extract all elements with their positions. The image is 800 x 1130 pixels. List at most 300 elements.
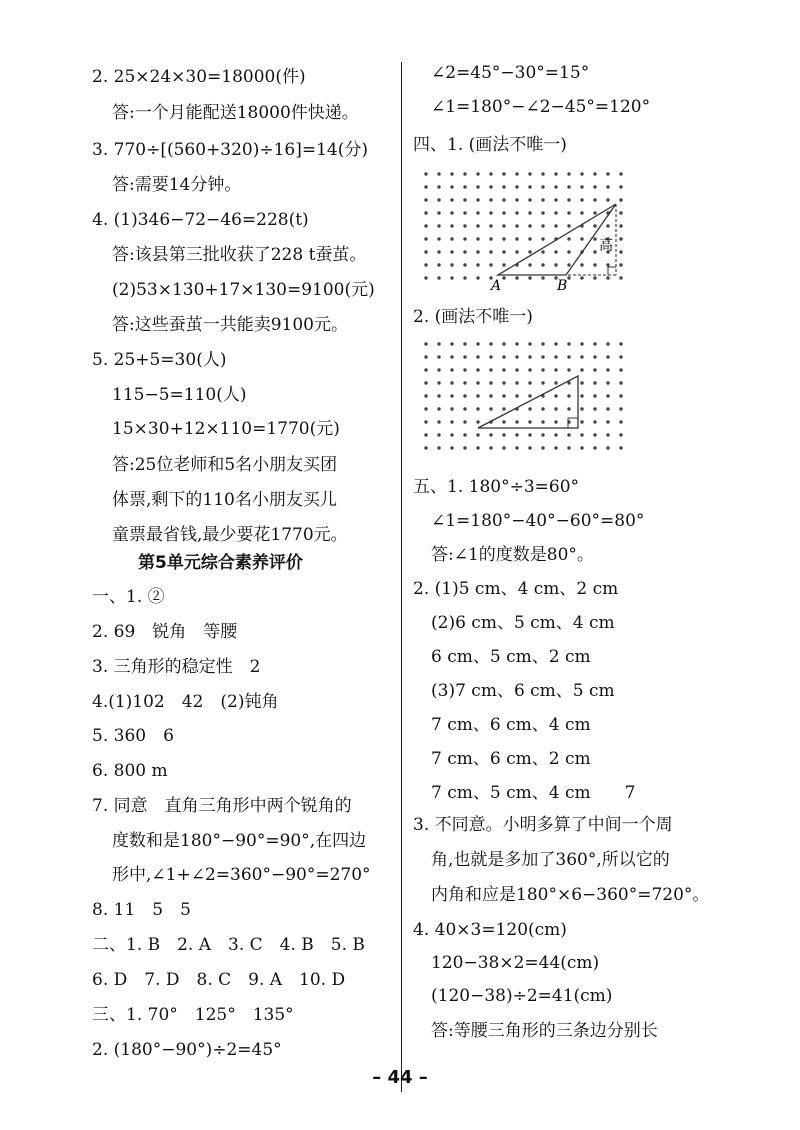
grid-dot [424, 407, 427, 410]
grid-dot [450, 420, 453, 423]
grid-dot [619, 237, 622, 240]
grid-dot [554, 446, 557, 449]
grid-dot [424, 394, 427, 397]
grid-dot [593, 368, 596, 371]
grid-dot [593, 381, 596, 384]
grid-dot [528, 237, 531, 240]
grid-dot [489, 198, 492, 201]
grid-dot [476, 407, 479, 410]
grid-dot [580, 172, 583, 175]
grid-dot [567, 368, 570, 371]
left-line: 三、1. 70° 125° 135° [92, 1005, 294, 1025]
grid-dot [619, 224, 622, 227]
right-line: 7 cm、6 cm、2 cm [431, 749, 591, 769]
grid-dot [567, 407, 570, 410]
grid-dot [515, 224, 518, 227]
grid-dot [606, 394, 609, 397]
grid-dot [424, 237, 427, 240]
grid-dot [437, 224, 440, 227]
grid-dot [541, 355, 544, 358]
grid-dot [476, 368, 479, 371]
grid-dot [502, 237, 505, 240]
grid-dot [463, 394, 466, 397]
grid-dot [593, 211, 596, 214]
grid-dot [619, 446, 622, 449]
grid-dot [554, 433, 557, 436]
grid-dot [502, 198, 505, 201]
grid-dot [502, 381, 505, 384]
left-line: 一、1. ② [92, 587, 165, 607]
left-line: 4.(1)102 42 (2)钝角 [92, 692, 279, 712]
grid-dot [528, 250, 531, 253]
grid-dot [554, 407, 557, 410]
grid-dot [437, 407, 440, 410]
grid-dot [463, 237, 466, 240]
grid-dot [515, 250, 518, 253]
grid-dot [476, 433, 479, 436]
grid-dot [580, 433, 583, 436]
grid-dot [437, 420, 440, 423]
grid-dot [437, 237, 440, 240]
grid-dot [450, 355, 453, 358]
grid-dot [515, 185, 518, 188]
grid-dot [502, 446, 505, 449]
right-line: ∠1=180°−∠2−45°=120° [431, 97, 651, 117]
grid-dot [489, 381, 492, 384]
grid-dot [476, 185, 479, 188]
right-line: 7 cm、6 cm、4 cm [431, 715, 591, 735]
grid-dot [489, 237, 492, 240]
grid-dot [489, 446, 492, 449]
grid-dot [463, 172, 466, 175]
grid-dot [528, 263, 531, 266]
grid-dot [502, 342, 505, 345]
grid-dot [424, 355, 427, 358]
grid-dot [580, 394, 583, 397]
left-line: 童票最省钱,最少要花1770元。 [112, 525, 348, 545]
right-line: ∠2=45°−30°=15° [431, 63, 590, 83]
grid-dot [502, 368, 505, 371]
left-line: 3. 三角形的稳定性 2 [92, 657, 261, 677]
grid-dot [437, 211, 440, 214]
left-line: 6. 800 m [92, 761, 168, 781]
grid-dot [580, 355, 583, 358]
grid-dot [450, 198, 453, 201]
grid-dot [619, 263, 622, 266]
grid-dot [424, 224, 427, 227]
grid-dot [489, 185, 492, 188]
grid-dot [593, 407, 596, 410]
grid-dot [450, 433, 453, 436]
grid-dot [437, 394, 440, 397]
grid-dot [502, 355, 505, 358]
grid-dot [515, 368, 518, 371]
left-line: 15×30+12×110=1770(元) [112, 419, 340, 439]
grid-dot [567, 250, 570, 253]
left-line: 答:需要14分钟。 [112, 175, 242, 195]
right-line: 五、1. 180°÷3=60° [413, 477, 580, 497]
grid-dot [593, 237, 596, 240]
grid-dot [567, 211, 570, 214]
left-line: 答:一个月能配送18000件快递。 [112, 103, 359, 123]
grid-dot [489, 368, 492, 371]
left-line: 2. 25×24×30=18000(件) [92, 67, 306, 87]
grid-dot [541, 342, 544, 345]
right-line: 6 cm、5 cm、2 cm [431, 647, 591, 667]
grid-dot [437, 250, 440, 253]
grid-dot [580, 368, 583, 371]
grid-dot [580, 407, 583, 410]
grid-dot [437, 381, 440, 384]
grid-dot [528, 224, 531, 227]
grid-dot [489, 394, 492, 397]
grid-dot [567, 342, 570, 345]
grid-dot [528, 342, 531, 345]
grid-dot [567, 433, 570, 436]
grid-dot [593, 446, 596, 449]
left-line: 答:25位老师和5名小朋友买团 [112, 455, 338, 475]
grid-dot [593, 433, 596, 436]
grid-dot [515, 433, 518, 436]
grid-dot [580, 276, 583, 279]
grid-dot [450, 342, 453, 345]
grid-dot [541, 381, 544, 384]
right-line: (120−38)÷2=41(cm) [431, 986, 613, 1006]
grid-dot [619, 407, 622, 410]
grid-dot [541, 433, 544, 436]
grid-dot [502, 407, 505, 410]
grid-dot [463, 198, 466, 201]
grid-dot [593, 250, 596, 253]
grid-dot [424, 211, 427, 214]
grid-dot [541, 263, 544, 266]
grid-dot [463, 250, 466, 253]
right-line: ∠1=180°−40°−60°=80° [431, 511, 645, 531]
grid-dot [606, 420, 609, 423]
left-line: 2. 69 锐角 等腰 [92, 622, 238, 642]
grid-dot [424, 433, 427, 436]
grid-dot [424, 185, 427, 188]
grid-dot [580, 446, 583, 449]
grid-dot [450, 224, 453, 227]
right-angle-mark [608, 267, 616, 275]
right-triangle [478, 376, 578, 428]
grid-dot [463, 407, 466, 410]
grid-dot [502, 420, 505, 423]
section-heading: 第5单元综合素养评价 [138, 553, 303, 573]
grid-dot [593, 263, 596, 266]
grid-dot [580, 342, 583, 345]
grid-dot [606, 368, 609, 371]
grid-dot [554, 355, 557, 358]
right-line: 四、1. (画法不唯一) [413, 135, 567, 155]
grid-dot [554, 263, 557, 266]
grid-dot [619, 420, 622, 423]
grid-dot [489, 172, 492, 175]
grid-dot [606, 198, 609, 201]
right-line: 答:∠1的度数是80°。 [431, 545, 594, 565]
grid-dot [541, 368, 544, 371]
grid-dot [424, 446, 427, 449]
grid-dot [502, 276, 505, 279]
grid-dot [606, 407, 609, 410]
grid-dot [476, 394, 479, 397]
grid-dot [502, 172, 505, 175]
grid-dot [528, 433, 531, 436]
right-line: (2)6 cm、5 cm、4 cm [431, 613, 615, 633]
grid-dot [580, 211, 583, 214]
grid-dot [476, 211, 479, 214]
right-line: 2. (1)5 cm、4 cm、2 cm [413, 579, 619, 599]
left-line: (2)53×130+17×130=9100(元) [112, 280, 375, 300]
grid-dot [437, 198, 440, 201]
grid-dot [463, 368, 466, 371]
grid-dot [593, 185, 596, 188]
dot-grid-figure-1 [418, 168, 633, 293]
grid-dot [619, 433, 622, 436]
grid-dot [541, 420, 544, 423]
grid-dot [515, 342, 518, 345]
grid-dot [567, 185, 570, 188]
grid-dot [437, 276, 440, 279]
left-line: 5. 360 6 [92, 726, 174, 746]
vertex-label-b: B [557, 278, 568, 293]
grid-dot [606, 263, 609, 266]
grid-dot [593, 355, 596, 358]
grid-dot [567, 198, 570, 201]
grid-dot [528, 446, 531, 449]
grid-dot [541, 224, 544, 227]
grid-dot [606, 446, 609, 449]
grid-dot [528, 211, 531, 214]
right-line: 120−38×2=44(cm) [431, 953, 600, 973]
grid-dot [437, 172, 440, 175]
grid-dot [554, 394, 557, 397]
grid-dot [489, 224, 492, 227]
right-line: 3. 不同意。小明多算了中间一个周 [413, 815, 673, 835]
grid-dot [424, 381, 427, 384]
grid-dot [554, 172, 557, 175]
grid-dot [606, 224, 609, 227]
grid-dot [437, 342, 440, 345]
grid-dot [437, 185, 440, 188]
right-line: 2. (画法不唯一) [413, 307, 533, 327]
grid-dot [450, 407, 453, 410]
left-line: 3. 770÷[(560+320)÷16]=14(分) [92, 140, 369, 160]
grid-dot [463, 420, 466, 423]
grid-dot [541, 237, 544, 240]
grid-dot [515, 446, 518, 449]
left-line: 6. D 7. D 8. C 9. A 10. D [92, 970, 346, 990]
grid-dot [502, 250, 505, 253]
grid-dot [541, 185, 544, 188]
grid-dot [541, 407, 544, 410]
left-line: 4. (1)346−72−46=228(t) [92, 210, 309, 230]
grid-dot [593, 420, 596, 423]
grid-dot [450, 394, 453, 397]
grid-dot [541, 446, 544, 449]
grid-dot [580, 420, 583, 423]
grid-dot [489, 342, 492, 345]
grid-dot [502, 185, 505, 188]
right-line: 角,也就是多加了360°,所以它的 [431, 850, 670, 870]
grid-dot [476, 172, 479, 175]
grid-dot [450, 172, 453, 175]
vertex-label-a: A [491, 278, 502, 293]
grid-dot [450, 276, 453, 279]
grid-dot [476, 446, 479, 449]
right-line: (3)7 cm、6 cm、5 cm [431, 681, 615, 701]
grid-dot [528, 407, 531, 410]
grid-dot [424, 198, 427, 201]
grid-dot [567, 224, 570, 227]
grid-dot [619, 355, 622, 358]
grid-dot [515, 381, 518, 384]
grid-dot [528, 185, 531, 188]
grid-dot [476, 250, 479, 253]
grid-dot [541, 172, 544, 175]
grid-dot [450, 263, 453, 266]
grid-dot [463, 381, 466, 384]
grid-dot [450, 185, 453, 188]
grid-dot [476, 263, 479, 266]
left-line: 8. 11 5 5 [92, 900, 191, 920]
grid-dot [463, 211, 466, 214]
grid-dot [463, 276, 466, 279]
grid-dot [424, 276, 427, 279]
grid-dot [619, 198, 622, 201]
grid-dot [476, 198, 479, 201]
grid-dot [619, 394, 622, 397]
grid-dot [554, 368, 557, 371]
grid-dot [580, 237, 583, 240]
grid-dot [554, 381, 557, 384]
grid-dot [619, 185, 622, 188]
grid-dot [476, 342, 479, 345]
grid-dot [528, 172, 531, 175]
grid-dot [606, 276, 609, 279]
grid-dot [515, 394, 518, 397]
grid-dot [528, 198, 531, 201]
grid-dot [606, 185, 609, 188]
grid-dot [528, 394, 531, 397]
grid-dot [580, 198, 583, 201]
grid-dot [450, 381, 453, 384]
grid-dot [619, 381, 622, 384]
grid-dot [606, 381, 609, 384]
grid-dot [424, 263, 427, 266]
grid-dot [619, 172, 622, 175]
left-line: 5. 25+5=30(人) [92, 350, 227, 370]
grid-dot [619, 211, 622, 214]
grid-dot [450, 446, 453, 449]
right-line: 4. 40×3=120(cm) [413, 920, 567, 940]
right-line: 内角和应是180°×6−360°=720°。 [431, 885, 710, 905]
grid-dot [450, 368, 453, 371]
left-line: 形中,∠1+∠2=360°−90°=270° [112, 865, 371, 885]
grid-dot [437, 368, 440, 371]
grid-dot [476, 237, 479, 240]
left-line: 答:这些蚕茧一共能卖9100元。 [112, 315, 348, 335]
grid-dot [489, 407, 492, 410]
grid-dot [606, 355, 609, 358]
grid-dot [567, 355, 570, 358]
grid-dot [463, 224, 466, 227]
grid-dot [593, 394, 596, 397]
grid-dot [619, 342, 622, 345]
grid-dot [606, 342, 609, 345]
grid-dot [593, 198, 596, 201]
grid-dot [463, 263, 466, 266]
grid-dot [463, 342, 466, 345]
grid-dot [424, 342, 427, 345]
left-line: 115−5=110(人) [112, 385, 247, 405]
grid-dot [476, 420, 479, 423]
grid-dot [424, 172, 427, 175]
grid-dot [515, 276, 518, 279]
grid-dot [528, 420, 531, 423]
column-divider [401, 62, 402, 1092]
grid-dot [424, 420, 427, 423]
grid-dot [515, 172, 518, 175]
grid-dot [476, 381, 479, 384]
grid-dot [489, 211, 492, 214]
grid-dot [541, 198, 544, 201]
page-number: – 44 – [372, 1067, 428, 1088]
grid-dot [528, 368, 531, 371]
grid-dot [606, 433, 609, 436]
grid-dot [541, 211, 544, 214]
grid-dot [515, 420, 518, 423]
grid-dot [554, 420, 557, 423]
left-line: 7. 同意 直角三角形中两个锐角的 [92, 796, 352, 816]
grid-dot [567, 263, 570, 266]
grid-dot [502, 394, 505, 397]
grid-dot [502, 224, 505, 227]
height-label: 高 [599, 238, 613, 254]
grid-dot [528, 381, 531, 384]
grid-dot [554, 211, 557, 214]
grid-dot [424, 250, 427, 253]
grid-dot [476, 276, 479, 279]
grid-dot [528, 276, 531, 279]
grid-dot [437, 433, 440, 436]
grid-dot [554, 342, 557, 345]
grid-dot [567, 172, 570, 175]
grid-dot [541, 250, 544, 253]
grid-dot [424, 368, 427, 371]
grid-dot [515, 237, 518, 240]
grid-dot [450, 237, 453, 240]
left-line: 2. (180°−90°)÷2=45° [92, 1040, 282, 1060]
grid-dot [489, 263, 492, 266]
grid-dot [554, 185, 557, 188]
grid-dot [437, 263, 440, 266]
grid-dot [463, 433, 466, 436]
grid-dot [450, 250, 453, 253]
grid-dot [463, 446, 466, 449]
grid-dot [567, 276, 570, 279]
grid-dot [554, 224, 557, 227]
grid-dot [554, 198, 557, 201]
left-line: 度数和是180°−90°=90°,在四边 [112, 831, 367, 851]
grid-dot [593, 276, 596, 279]
grid-dot [463, 355, 466, 358]
right-line: 答:等腰三角形的三条边分别长 [431, 1021, 658, 1041]
grid-dot [502, 433, 505, 436]
grid-dot [580, 185, 583, 188]
grid-dot [437, 355, 440, 358]
